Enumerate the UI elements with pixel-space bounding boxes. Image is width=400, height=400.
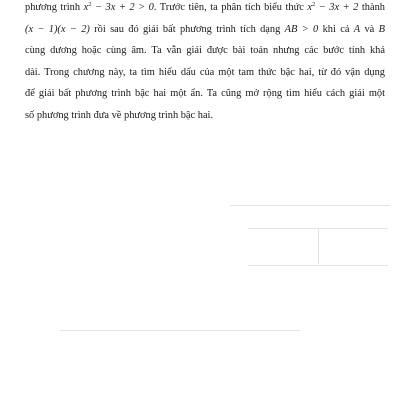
text-run: phương trình: [25, 2, 84, 13]
text-run: để giải bất phương trình bậc hai một ẩn. Ta cũng mở rộng tìm hiểu cách giải một: [25, 88, 385, 99]
text-run: thành: [358, 2, 385, 13]
math-expression: − 3x + 2: [315, 2, 359, 13]
text-run: . Trước tiên, ta phân tích biểu thức: [153, 2, 308, 13]
paragraph-line: [25, 19, 385, 41]
text-run: cùng dương hoặc cùng âm. Ta vẫn giải được bài toán nhưng các bước tính khá: [25, 45, 385, 56]
text-run: khi cả: [318, 23, 354, 35]
text-run: rồi sau đó giải bất phương trình tích dạng: [89, 23, 285, 35]
math-expression: x: [307, 2, 312, 13]
math-expression: x: [83, 2, 89, 13]
paragraph-line: [25, 83, 385, 105]
math-expression: B: [378, 23, 385, 35]
paragraph-line: [25, 40, 385, 62]
paragraph: [25, 0, 385, 126]
paragraph-line: [25, 62, 385, 84]
math-expression: A: [353, 23, 361, 35]
math-expression: (x − 1)(x − 2): [25, 23, 90, 35]
math-exponent: 2: [311, 1, 316, 8]
text-run: và: [360, 23, 379, 35]
math-expression: AB > 0: [284, 23, 319, 35]
bleed-through-table-divider: [318, 228, 319, 264]
paragraph-line: [25, 0, 385, 19]
paragraph-line: [25, 105, 385, 127]
text-run: dài. Trong chương này, ta tìm hiểu dấu của một tam thức bậc hai, từ đó vận dụng: [25, 66, 385, 78]
bleed-through-rule: [230, 205, 390, 206]
text-run: số phương trình đưa về phương trình bậc hai.: [25, 109, 214, 121]
math-exponent: 2: [88, 1, 92, 8]
bleed-through-rule: [60, 330, 300, 331]
math-expression: − 3x + 2 > 0: [91, 2, 154, 13]
